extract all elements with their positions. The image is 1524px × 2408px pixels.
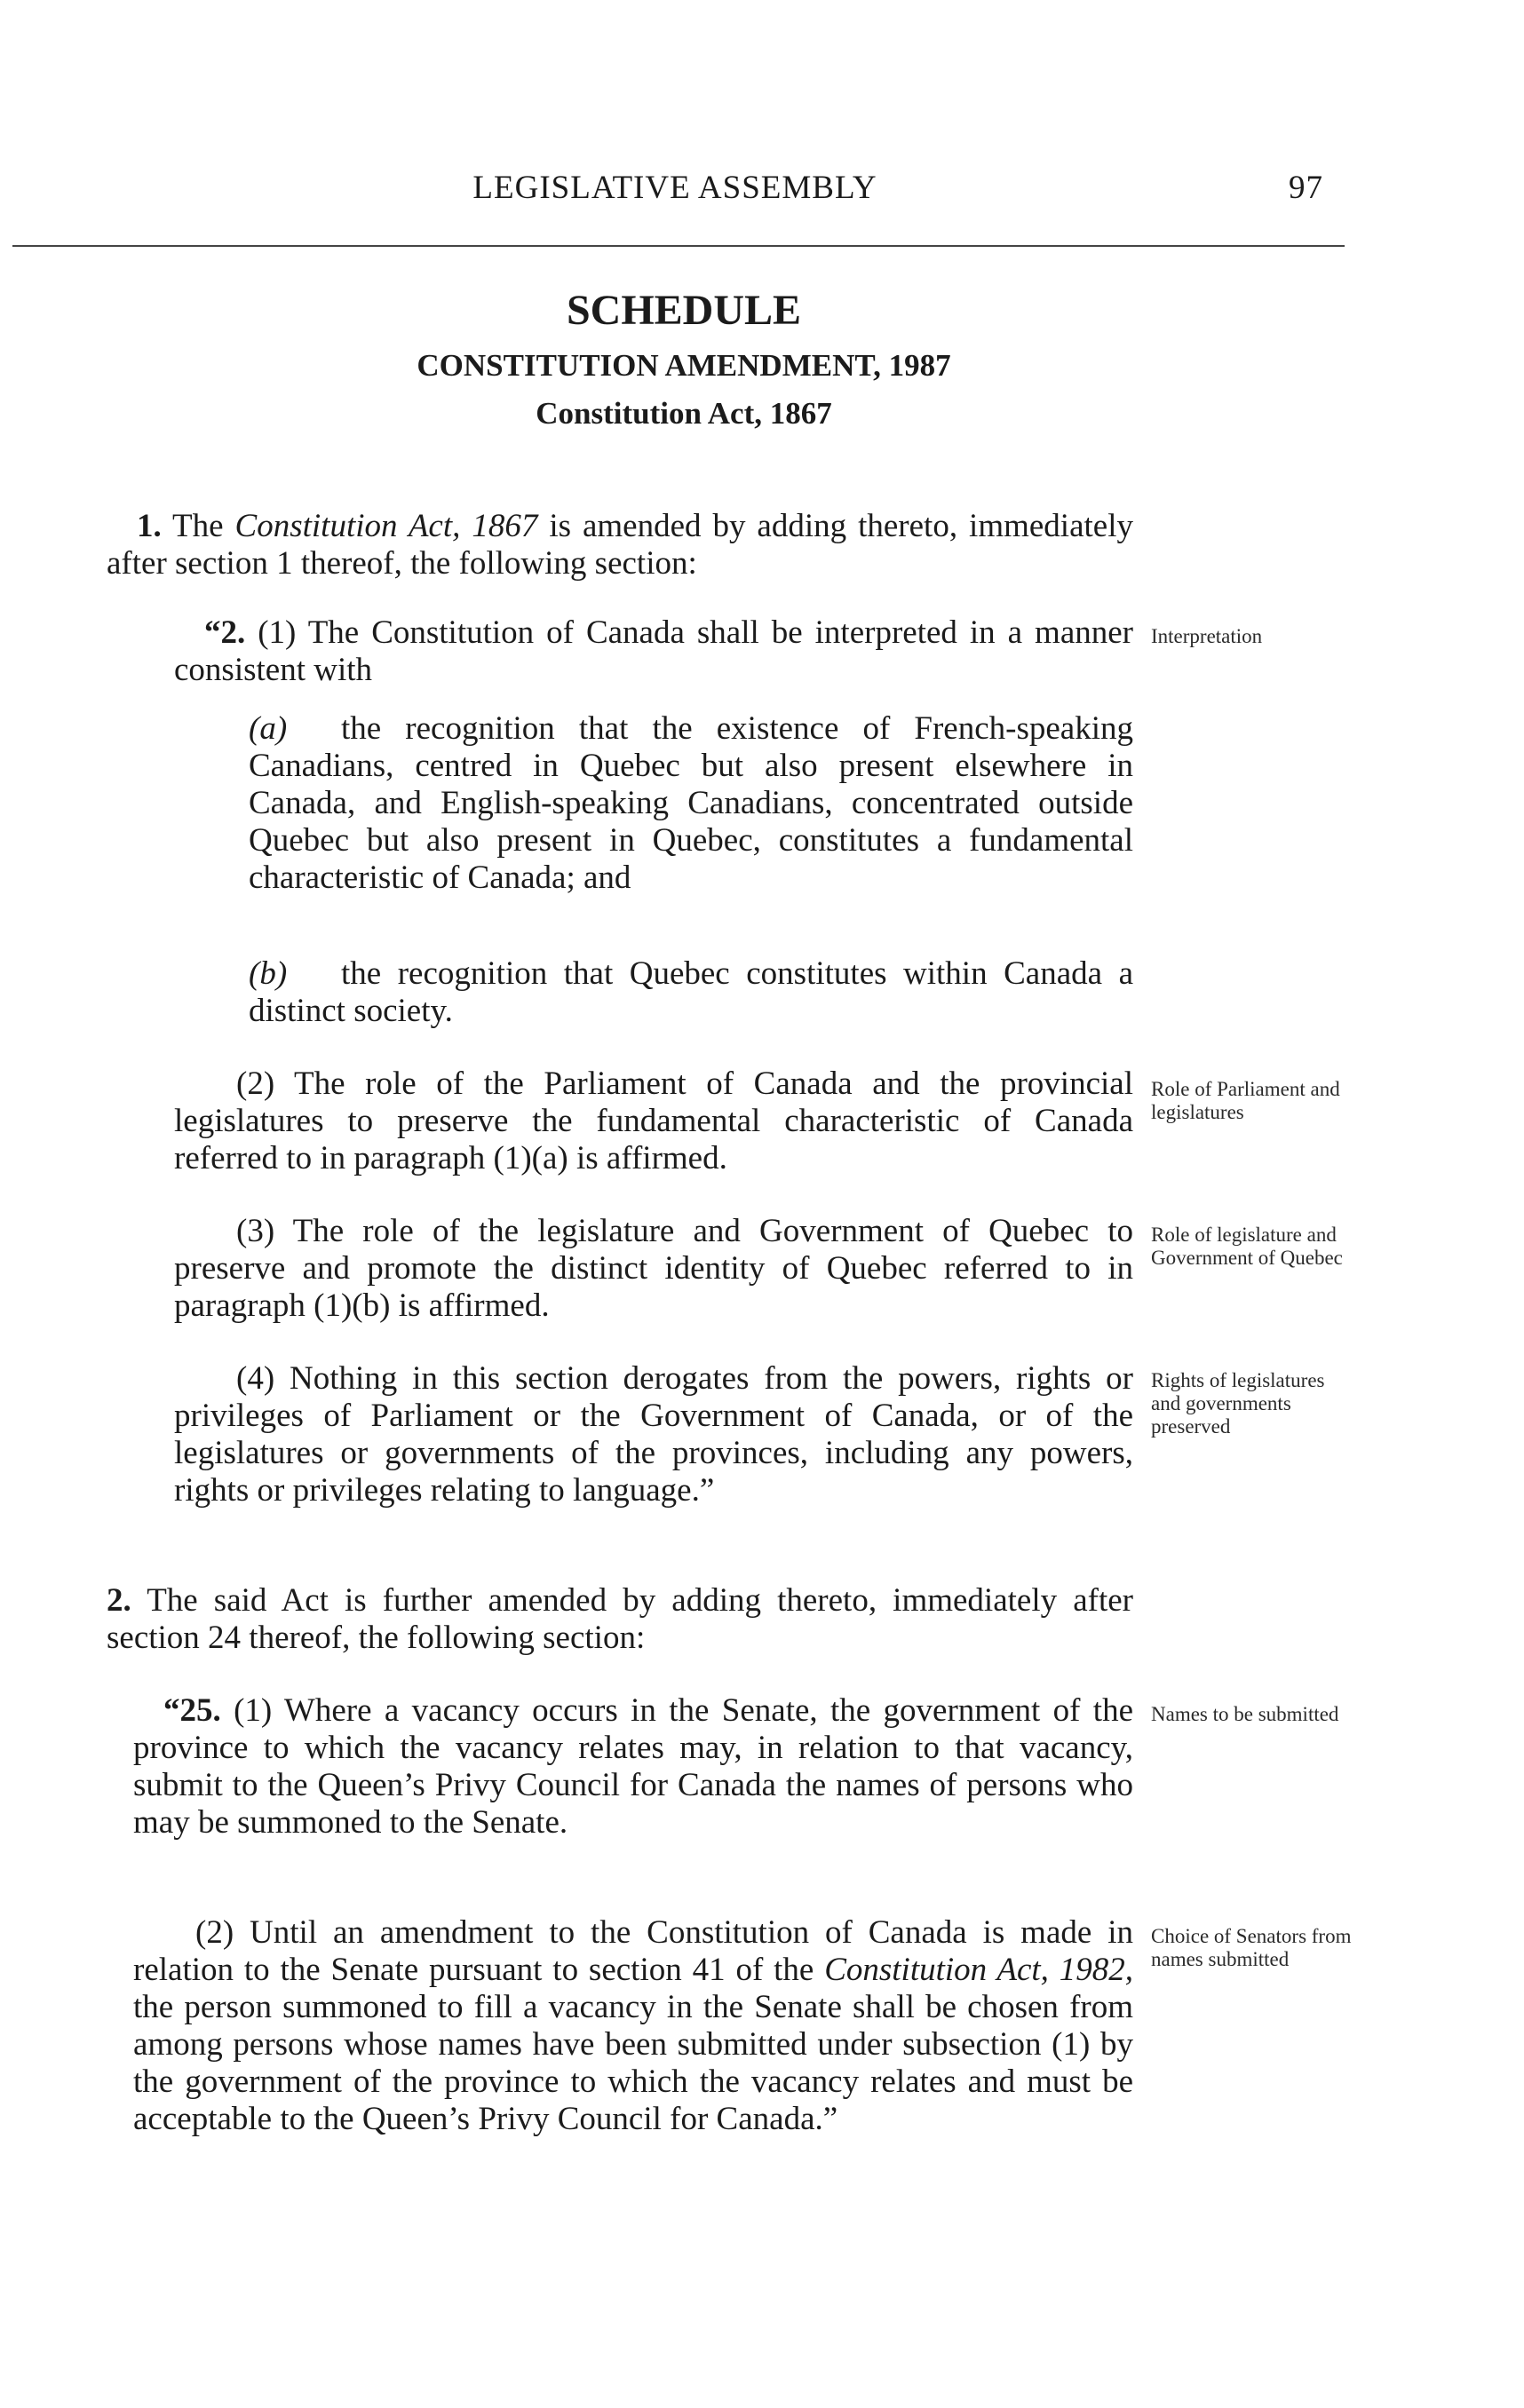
section-25-1-text: (1) Where a vacancy occurs in the Senate, the government of the province to which the vacancy relates may, in relation to that vacancy, submit to the Queen’s Privy Council for Canada the names of persons who may be summoned to the Senate. <box>133 1692 1134 1841</box>
paragraph-a <box>249 710 1133 897</box>
section-2-2 <box>174 1065 1133 1177</box>
section-2-1-text: (1) The Constitution of Canada shall be interpreted in a manner consistent with <box>174 614 1133 688</box>
paragraph-a-text: the recognition that the existence of French-speaking Canadians, centred in Quebec but also present elsewhere in Canada, and English-speaking Canadians, concentrated outside Quebec but also present in Quebec, constitutes a fundamental characteristic of Canada; and <box>249 710 1133 896</box>
section-25-1 <box>133 1692 1133 1842</box>
marginal-note-role-parliament: Role of Parliament and legislatures <box>1151 1078 1340 1123</box>
section-25-number: “25. <box>163 1692 221 1729</box>
section-2-2-text: (2) The role of the Parliament of Canada and the provincial legislatures to preserve the fundamental characteristic of Canada referred to in paragraph (1)(a) is affirmed. <box>174 1065 1133 1176</box>
section-1-pre: The <box>172 508 224 544</box>
paragraph-a-label: (a) <box>249 710 288 747</box>
section-25-2-pre: (2) Until an amendment to the Constitution of Canada is made in relation to the Senate pursuant to section 41 of the <box>133 1914 1133 1988</box>
marginal-note-rights-preserved: Rights of legislatures and governments preserved <box>1151 1369 1325 1438</box>
section-2-number: “2. <box>204 614 246 651</box>
section-1-number: 1. <box>137 508 162 544</box>
section-1-text: is amended by adding thereto, immediately after section 1 thereof, the following section: <box>107 508 1133 582</box>
section-1 <box>107 508 1133 582</box>
section-25-2 <box>133 1914 1133 2138</box>
act-heading: Constitution Act, 1867 <box>536 396 832 431</box>
paragraph-b-text: the recognition that Quebec constitutes within Canada a distinct society. <box>249 955 1133 1029</box>
marginal-note-names-submitted: Names to be submitted <box>1151 1703 1339 1725</box>
running-head-title: LEGISLATIVE ASSEMBLY <box>472 170 877 206</box>
section-2-3-text: (3) The role of the legislature and Government of Quebec to preserve and promote the distinct identity of Quebec referred to in paragraph (1)(b) is affirmed. <box>174 1213 1133 1324</box>
section-2-4-text: (4) Nothing in this section derogates from the powers, rights or privileges of Parliament or the Government of Canada, or of the legislatures or governments of the provinces, including any powers, rights or privileges relating to language.” <box>174 1360 1133 1509</box>
amendment-heading: CONSTITUTION AMENDMENT, 1987 <box>417 348 951 383</box>
section-2-4 <box>174 1360 1133 1509</box>
schedule-heading: SCHEDULE <box>566 287 802 334</box>
marginal-note-interpretation: Interpretation <box>1151 625 1263 647</box>
section-2-amend-number: 2. <box>107 1582 131 1619</box>
section-2-1 <box>174 614 1133 689</box>
section-2 <box>107 1582 1133 1657</box>
section-1-act-name: Constitution Act, 1867 <box>234 508 538 544</box>
paragraph-b-label: (b) <box>249 955 288 992</box>
section-2-3 <box>174 1213 1133 1325</box>
marginal-note-role-quebec: Role of legislature and Government of Quebec <box>1151 1224 1343 1269</box>
section-25-2-act-name: Constitution Act, 1982, <box>824 1952 1134 1988</box>
marginal-note-choice-senators: Choice of Senators from names submitted <box>1151 1925 1352 1970</box>
section-2-amend-text: The said Act is further amended by adding thereto, immediately after section 24 thereof, the following section: <box>107 1582 1133 1656</box>
page-number: 97 <box>1289 170 1323 206</box>
header-rule <box>12 245 1345 247</box>
paragraph-b <box>249 955 1133 1030</box>
running-head <box>107 169 1341 222</box>
section-25-2-post: the person summoned to fill a vacancy in the Senate shall be chosen from among persons whose names have been submitted under subsection (1) by the government of the province to which the vacancy relates and must be acceptable to the Queen’s Privy Council for Canada.” <box>133 1989 1133 2137</box>
